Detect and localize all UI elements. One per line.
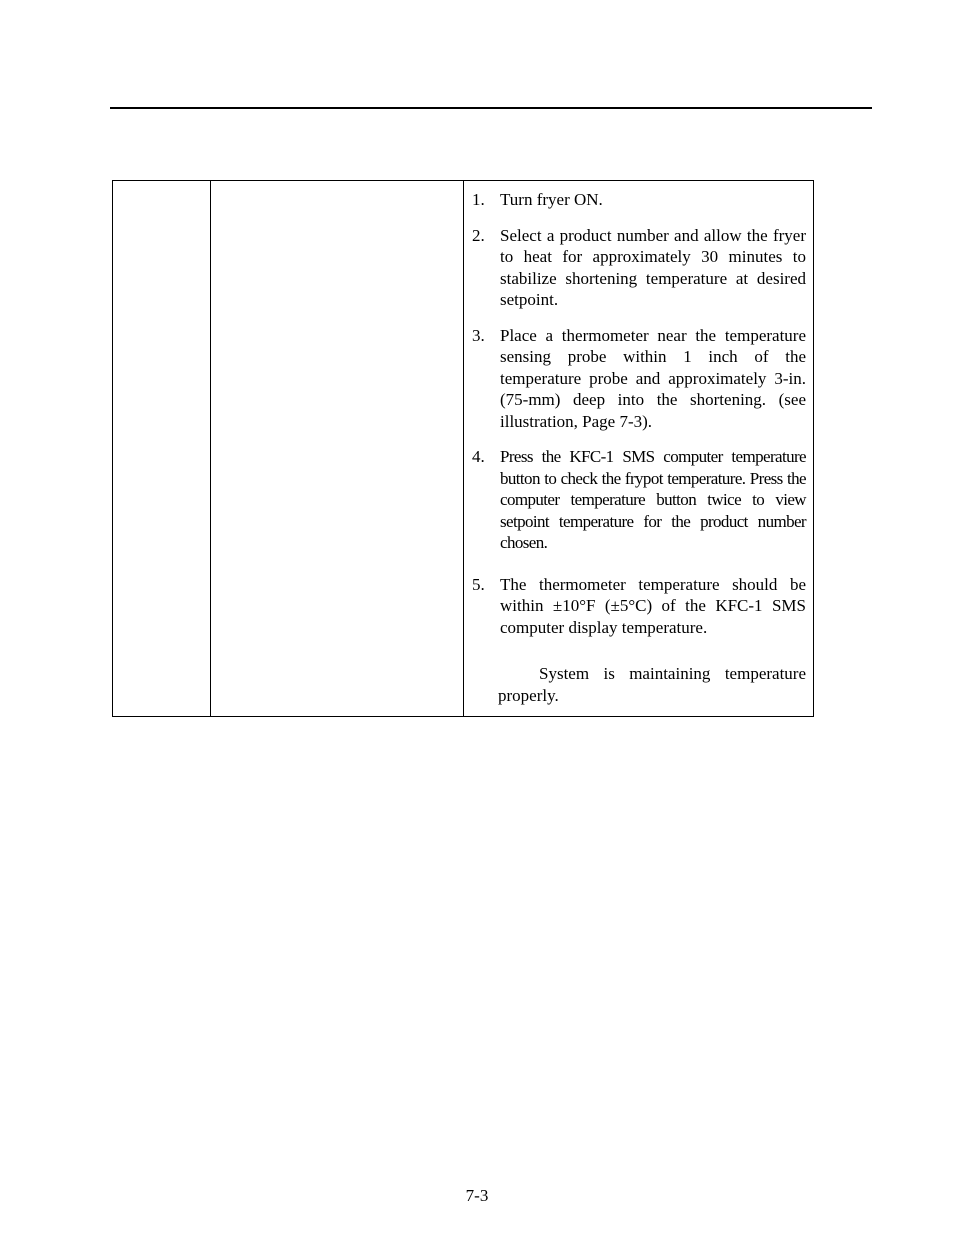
step-text: The thermometer temperature should be within ±10°F (±5°C) of the KFC-1 SMS computer display temperature. [500, 574, 806, 637]
step-text: Turn fryer ON. [500, 190, 603, 209]
troubleshooting-table [112, 180, 814, 717]
procedure-steps [472, 189, 806, 652]
step-number: 2. [472, 225, 485, 245]
page-number: 7-3 [465, 1186, 489, 1205]
step-text: Select a product number and allow the fryer to heat for approximately 30 minutes to stabilize shortening temperature at desired setpoint. [500, 225, 806, 309]
step-text: Press the KFC-1 SMS computer temperature button to check the frypot temperature. Press the computer temperature button twice to view setpoint temperature for the product number chosen. [500, 447, 806, 552]
column-divider [463, 181, 464, 716]
step-text: Place a thermometer near the temperature sensing probe within 1 inch of the temperature probe and approximately 3-in. (75-mm) deep into the shortening. (see illustration, Page 7-3). [500, 325, 806, 431]
step-number: 1. [472, 190, 485, 209]
step-item [472, 446, 806, 554]
step-item [472, 225, 806, 311]
step-number: 3. [472, 325, 485, 345]
column-divider [210, 181, 211, 716]
result-text: System is maintaining temperature properly. [498, 664, 806, 705]
step-number: 4. [472, 447, 485, 466]
step-number: 5. [472, 574, 485, 594]
step-item [472, 189, 806, 211]
step-item [472, 574, 806, 639]
header-rule [110, 107, 872, 109]
step-item [472, 325, 806, 433]
